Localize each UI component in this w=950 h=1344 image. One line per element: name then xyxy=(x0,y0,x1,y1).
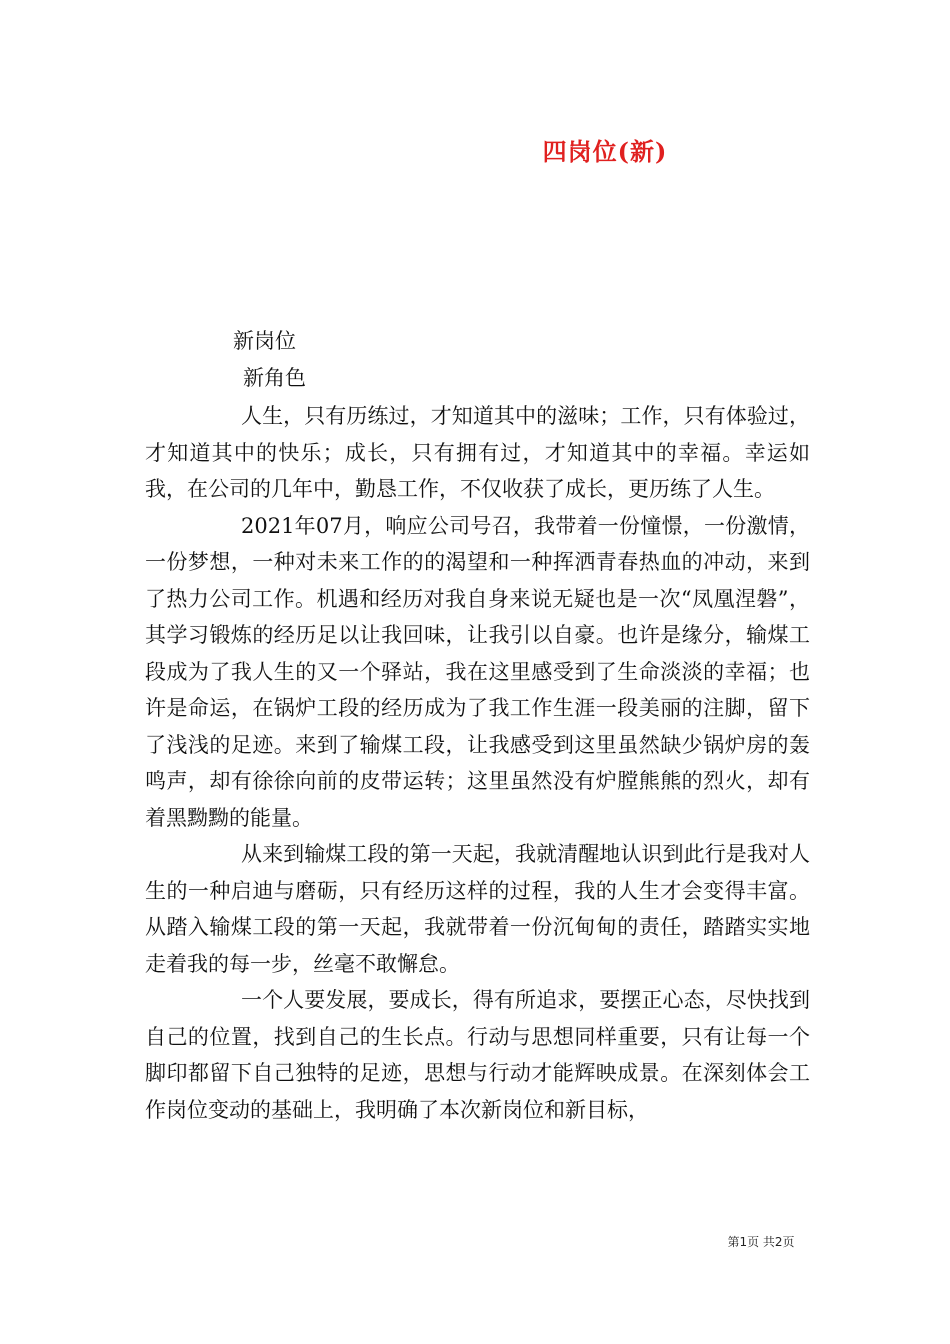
page-footer: 第1页 共2页 xyxy=(727,1235,795,1249)
document-body xyxy=(145,398,810,1128)
heading-new-role: 新角色 xyxy=(243,366,306,390)
heading-new-post: 新岗位 xyxy=(233,329,296,353)
paragraph: 一个人要发展，要成长，得有所追求，要摆正心态，尽快找到自己的位置，找到自己的生长点。行动与思想同样重要，只有让每一个脚印都留下自己独特的足迹，思想与行动才能辉映成景。在深刻体会工作岗位变动的基础上，我明确了本次新岗位和新目标， xyxy=(145,988,810,1122)
paragraph: 从来到输煤工段的第一天起，我就清醒地认识到此行是我对人生的一种启迪与磨砺，只有经历这样的过程，我的人生才会变得丰富。从踏入输煤工段的第一天起，我就带着一份沉甸甸的责任，踏踏实实地走着我的每一步，丝毫不敢懈怠。 xyxy=(145,842,810,976)
paragraph: 人生，只有历练过，才知道其中的滋味；工作，只有体验过，才知道其中的快乐；成长，只有拥有过，才知道其中的幸福。幸运如我，在公司的几年中，勤恳工作，不仅收获了成长，更历练了人生。 xyxy=(145,404,810,501)
document-title: 四岗位(新) xyxy=(542,137,668,166)
paragraph: 2021年07月，响应公司号召，我带着一份憧憬，一份激情，一份梦想，一种对未来工作的的渴望和一种挥洒青春热血的冲动，来到了热力公司工作。机遇和经历对我自身来说无疑也是一次“凤凰涅磐”，其学习锻炼的经历足以让我回味，让我引以自豪。也许是缘分，输煤工段成为了我人生的又一个驿站，我在这里感受到了生命淡淡的幸福；也许是命运，在锅炉工段的经历成为了我工作生涯一段美丽的注脚，留下了浅浅的足迹。来到了输煤工段，让我感受到这里虽然缺少锅炉房的轰鸣声，却有徐徐向前的皮带运转；这里虽然没有炉膛熊熊的烈火，却有着黑黝黝的能量。 xyxy=(145,513,810,830)
